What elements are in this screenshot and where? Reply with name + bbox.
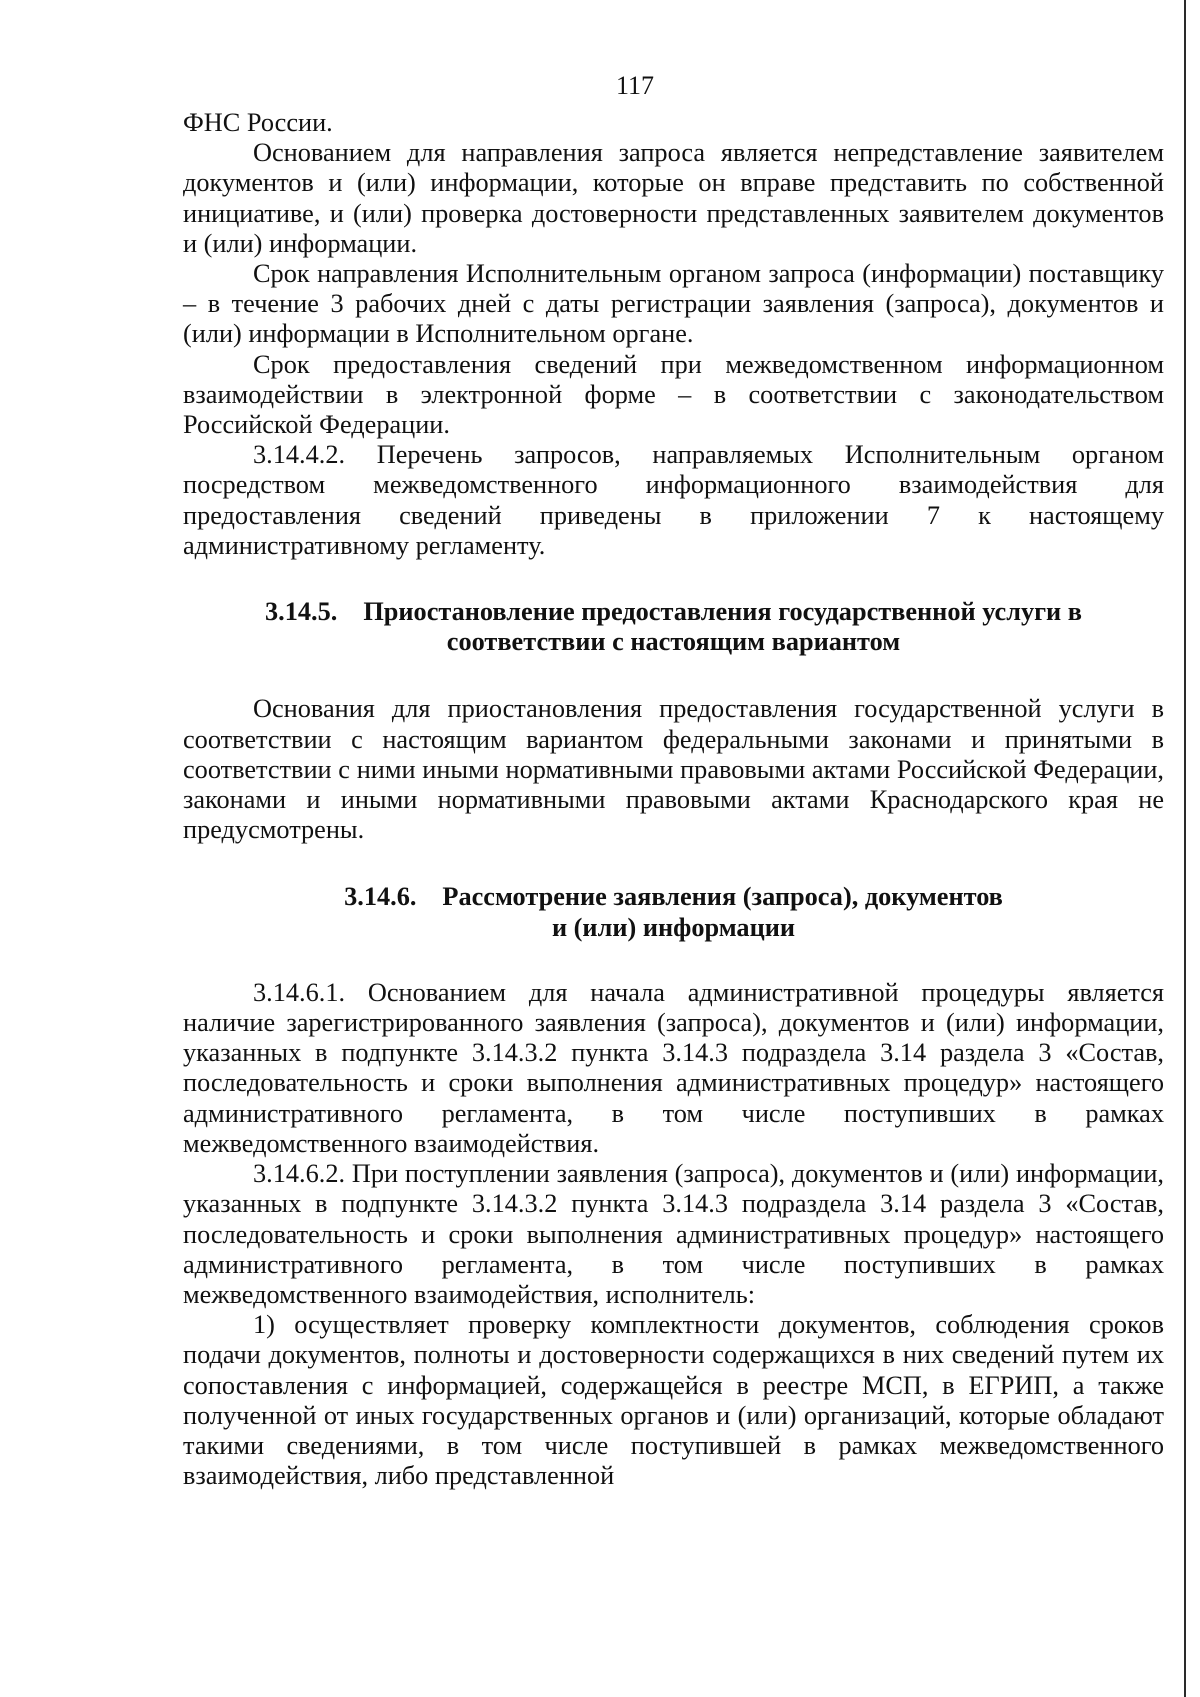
paragraph-request-basis: Основанием для направления запроса является непредставление заявителем документов и (или) информации, которые он вправе представить по собственной инициативе, и (или) проверка достоверности представленных заявителем документов и (или) информации. <box>183 138 1164 258</box>
section-heading-3-14-6 <box>183 882 1164 942</box>
section-number: 3.14.5. <box>265 597 338 627</box>
section-heading-3-14-5 <box>183 597 1164 657</box>
section-title-line1: Рассмотрение заявления (запроса), документов <box>442 882 1003 912</box>
section-number: 3.14.6. <box>344 882 417 912</box>
section-title-line2: и (или) информации <box>551 912 796 942</box>
page-number: 117 <box>615 71 655 100</box>
paragraph-3-14-6-1: 3.14.6.1. Основанием для начала административной процедуры является наличие зарегистрированного заявления (запроса), документов и (или) информации, указанных в подпункте 3.14.3.2 пункта 3.14.3 подраздела 3.14 раздела 3 «Состав, последовательность и сроки выполнения административных процедур» настоящего административного регламента, в том числе поступивших в рамках межведомственного взаимодействия. <box>183 977 1164 1158</box>
paragraph-response-deadline: Срок предоставления сведений при межведомственном информационном взаимодействии в электронной форме – в соответствии с законодательством Российской Федерации. <box>183 349 1164 440</box>
paragraph-3-14-6-2: 3.14.6.2. При поступлении заявления (запроса), документов и (или) информации, указанных в подпункте 3.14.3.2 пункта 3.14.3 подраздела 3.14 раздела 3 «Состав, последовательность и сроки выполнения административных процедур» настоящего административного регламента, в том числе поступивших в рамках межведомственного взаимодействия, исполнитель: <box>183 1159 1164 1309</box>
paragraph-item-1: 1) осуществляет проверку комплектности документов, соблюдения сроков подачи документов, полноты и достоверности содержащихся в них сведений путем их сопоставления с информацией, содержащейся в реестре МСП, в ЕГРИП, а также полученной от иных государственных органов и (или) организаций, которые обладают такими сведениями, в том числе поступившей в рамках межведомственного взаимодействия, либо представленной <box>183 1310 1164 1491</box>
paragraph-suspension-grounds: Основания для приостановления предоставления государственной услуги в соответствии с настоящим вариантом федеральными законами и принятыми в соответствии с ними иными нормативными правовыми актами Российской Федерации, законами и иными нормативными правовыми актами Краснодарского края не предусмотрены. <box>183 694 1164 845</box>
paragraph-fns: ФНС России. <box>183 108 333 137</box>
paragraph-3-14-4-2: 3.14.4.2. Перечень запросов, направляемых Исполнительным органом посредством межведомственного информационного взаимодействия для предоставления сведений приведены в приложении 7 к настоящему административному регламенту. <box>183 440 1164 560</box>
paragraph-request-deadline: Срок направления Исполнительным органом запроса (информации) поставщику – в течение 3 рабочих дней с даты регистрации заявления (запроса), документов и (или) информации в Исполнительном органе. <box>183 259 1164 349</box>
scan-edge-line <box>1184 0 1186 1697</box>
document-body <box>183 108 1164 1491</box>
section-title-line1: Приостановление предоставления государственной услуги в <box>363 597 1082 627</box>
section-title-line2: соответствии с настоящим вариантом <box>446 627 901 657</box>
